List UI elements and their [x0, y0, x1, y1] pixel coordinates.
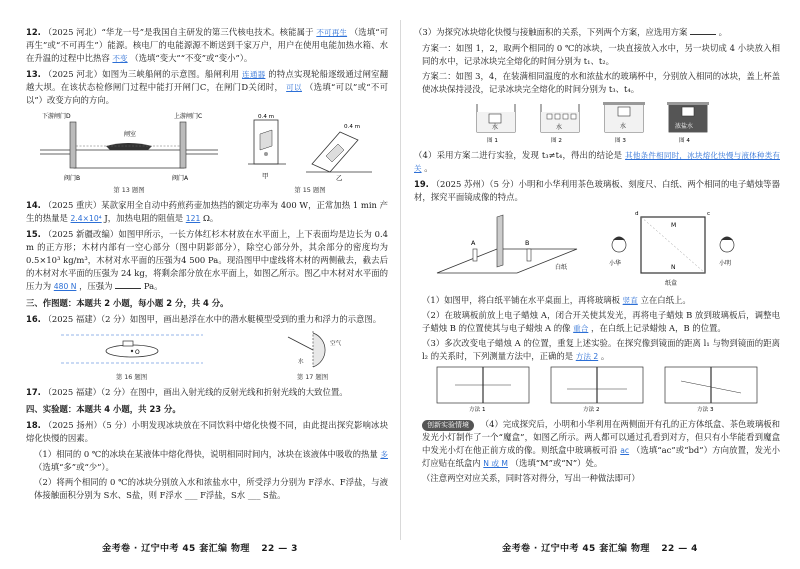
answer: 121	[185, 214, 201, 224]
method-2	[551, 367, 643, 413]
svg-text:小明: 小明	[719, 260, 732, 268]
answer-blank	[690, 26, 716, 35]
svg-text:白纸: 白纸	[555, 264, 568, 272]
plan-two: 方案二：如图 3，4，在装满相同温度的水和浓盐水的玻璃杯中，分别放入相同的冰块，盖上杯盖使冰块保持浸没，记录冰块完全熔化的时间分别为 t₃、t₄。	[422, 71, 780, 95]
svg-text:c: c	[707, 211, 711, 218]
answer: N 或 M	[483, 459, 508, 469]
left-footer: 金考卷 · 辽宁中考 45 套汇编 物理 22 — 3	[102, 544, 298, 555]
svg-text:纸盒: 纸盒	[665, 280, 678, 288]
question-19-3: （3）多次改变电子蜡烛 A 的位置，重复上述实验。在探究像到镜面的距离 l₁ 与物到镜面的距离 l₂ 的关系时，下列测量方法中，正确的是 方法 2 。	[422, 338, 780, 362]
answer-note: （注意两空对应关系，同时答对得分，写出一种做法即可）	[422, 473, 640, 484]
method-1	[437, 367, 529, 413]
question-15: 15. （2025 新疆改编）如图甲所示，一长方体红杉木材放在水平面上，上下表面均是边长为 0.4 m 的正方形；木材内部有一空心部分（图中阴影部分），除空心部分外，其余部分的密度均为 0.5×10³ kg/m³，木材对水平面的压强为4 500 Pa。现沿图甲中虚线将木材的两侧截去，截去后的木材对水平面的压强为 24 kg，将剩余部分放在水平面上，如图乙所示。图乙中木材对水平面的压力为 480 N ，压强为 Pa。	[26, 229, 388, 292]
answer: 2.4×10⁴	[70, 214, 102, 224]
answer: 连通器	[242, 70, 266, 80]
question-19-1: （1）如图甲，将白纸平铺在水平桌面上，再将玻璃板 竖直 立在白纸上。	[422, 295, 691, 306]
question-18-4: （4）采用方案二进行实验，发现 t₃≠t₄，得出的结论是 其他条件相同时，冰块熔化快慢与液体种类有关 。	[414, 150, 780, 174]
label-yi: 乙	[336, 174, 343, 183]
question-19-2: （2）在玻璃板前放上电子蜡烛 A，闭合开关使其发光，再将电子蜡烛 B 放到玻璃板后，调整电子蜡烛 B 的位置使其与电子蜡烛 A 的像 重合 ，在白纸上记录蜡烛 A，B 的位置。	[422, 310, 780, 334]
svg-text:图 3: 图 3	[615, 138, 626, 145]
question-19-4: 创新实验情境 （4）完成探究后，小明和小华利用在两侧面开有孔的正方体纸盒、茶色玻璃板和发光小灯制作了一个“魔盒”，如图乙所示。两人都可以通过孔看到对方，但只有小华能看到魔盒中发光小灯在他正前方成的像。则纸盒中玻璃板可沿 ac （选填“ac”或“bd”）方向放置，发光小灯应贴在纸盒内 N 或 M （选填“M”或“N”）处。	[422, 419, 781, 469]
refraction-diagram	[268, 329, 358, 369]
beaker-3	[603, 102, 645, 144]
center-label: O	[134, 349, 140, 357]
answer-blank	[115, 280, 141, 289]
dim-label-1: 0.4 m	[258, 114, 275, 121]
method-figures	[414, 365, 780, 415]
dim-label-2: 0.4 m	[344, 124, 361, 131]
question-14: 14. （2025 重庆）某款家用全自动中药煎药壶加热挡的额定功率为 400 W，正常加热 1 min 产生的热量是 2.4×10⁴ J，加热电阻的阻值是 121 Ω。	[26, 200, 388, 224]
question-18-1: （1）相同的 0 ℃的冰块在某液体中熔化得快，说明相同时间内，冰块在该液体中吸收的热量 多 （选填“多”或“少”）。	[34, 449, 388, 473]
svg-text:图 4: 图 4	[679, 138, 690, 145]
measurement-methods	[427, 365, 767, 415]
svg-text:水: 水	[556, 124, 563, 132]
plan-one: 方案一：如图 1，2，取两个相同的 0 ℃的冰块，一块直接放入水中，另一块切成 4 小块放入相同的水中，记录冰块完全熔化的时间分别为 t₁、t₂。	[422, 43, 780, 67]
wood-block-diagram	[240, 110, 380, 182]
label-valve-a: 阀门A	[172, 175, 189, 183]
figure-17: 空气 水 第 17 题图	[268, 329, 358, 383]
question-19: 19. （2025 苏州）（5 分）小明和小华利用茶色玻璃板、刻度尺、白纸、两个相同的电子蜡烛等器材，探究平面镜成像的特点。	[414, 179, 780, 203]
answer: 多	[380, 450, 388, 460]
svg-text:A: A	[471, 239, 476, 248]
svg-text:小华: 小华	[609, 260, 622, 268]
figures-16-17	[26, 329, 388, 383]
svg-text:N: N	[671, 264, 676, 272]
answer: 可以	[286, 83, 302, 93]
svg-text:方法 2: 方法 2	[583, 407, 600, 414]
right-footer: 金考卷 · 辽宁中考 45 套汇编 物理 22 — 4	[502, 544, 698, 555]
question-18-3: （3）为探究冰块熔化快慢与接触面积的关系，下列两个方案，应选用方案 。	[414, 27, 728, 37]
svg-text:水: 水	[492, 124, 499, 132]
answer: 其他条件相同时，冰块熔化快慢与液体种类有关	[414, 151, 780, 174]
right-page	[400, 0, 800, 569]
svg-text:水: 水	[620, 123, 627, 131]
figure-16: O 第 16 题图	[57, 329, 207, 383]
innovation-badge: 创新实验情境	[422, 420, 474, 431]
answer: 重合	[573, 324, 589, 334]
section-3-title: 三、作图题：本题共 2 小题，每小题 2 分，共 4 分。	[26, 298, 229, 309]
ship-lock-diagram	[34, 110, 224, 182]
svg-text:图 2: 图 2	[551, 138, 562, 145]
section-4-title: 四、实验题：本题共 4 小题，共 23 分。	[26, 404, 181, 415]
answer: 480 N	[53, 282, 77, 292]
label-gate-d: 下游闸门D	[42, 113, 71, 121]
question-12: 12. （2025 河北）“华龙一号”是我国自主研发的第三代核电技术。核能属于 不可再生 （选填“可再生”或“不可再生”）能源。核电厂的电能源源不断送到千家万户，用户在使用电能加热水箱、水在升温的过程中比热容 不变 （选填“变大”“不变”或“变小”）。	[26, 27, 388, 64]
question-16: 16. （2025 福建）（2 分）如图甲，画出悬浮在水中的潜水艇模型受到的重力和浮力的示意图。	[26, 314, 382, 325]
figure-15: 0.4 m 0.4 m 甲 乙 第 15 题图	[240, 110, 380, 196]
svg-text:方法 1: 方法 1	[469, 407, 486, 414]
mirror-experiment-diagram	[427, 207, 767, 291]
page-number: 22 — 4	[661, 544, 698, 555]
svg-text:M: M	[671, 222, 677, 230]
answer: ac	[620, 446, 630, 456]
question-13: 13. （2025 河北）如图为三峡船闸的示意图。船闸利用 连通器 的特点实现轮船逐级通过闸室翻越大坝。在该状态检修闸门过程中能打开闸门C，在闸门D关闭时， 可以 （选填“可以”或“不可以”）改变方向的方向。	[26, 69, 388, 106]
svg-text:方法 3: 方法 3	[697, 407, 714, 414]
answer: 不可再生	[316, 28, 348, 37]
beaker-figures	[467, 98, 727, 146]
figures-13-15	[26, 110, 388, 196]
svg-text:B: B	[525, 239, 530, 248]
label-water: 水	[297, 359, 304, 366]
svg-text:d: d	[635, 211, 639, 218]
label-air: 空气	[329, 341, 341, 348]
beaker-4	[667, 102, 709, 144]
answer: 方法 2	[575, 352, 599, 362]
question-18-2: （2）将两个相同的 0 ℃的冰块分别放入水和浓盐水中，所受浮力分别为 F浮水、F浮盐，与液体接触面积分别为 S水、S盐，则 F浮水 ___ F浮盐，S水 ___ S盐。	[34, 477, 388, 501]
question-17: 17. （2025 福建）（2 分）在图中，画出入射光线的反射光线和折射光线的大致位置。	[26, 387, 348, 398]
submarine-diagram	[57, 329, 207, 369]
answer: 竖直	[622, 296, 638, 306]
label-gate-c: 上游闸门C	[174, 113, 203, 121]
label-valve-b: 阀门B	[64, 175, 81, 183]
figure-13: 下游闸门D 上游闸门C 闸室 阀门B 阀门A 第 13 题图	[34, 110, 224, 196]
svg-text:图 1: 图 1	[487, 138, 498, 145]
svg-text:浓盐水: 浓盐水	[675, 123, 694, 131]
figure-19	[414, 207, 780, 291]
label-lock-room: 闸室	[124, 131, 137, 139]
page-number: 22 — 3	[261, 544, 298, 555]
figures-1-4	[414, 98, 780, 146]
method-3	[665, 367, 757, 413]
beaker-1	[477, 104, 515, 144]
question-18: 18. （2025 扬州）（5 分）小明发现冰块放在不同饮料中熔化快慢不同，由此提出探究影响冰块熔化快慢的因素。	[26, 420, 388, 444]
label-jia: 甲	[262, 172, 269, 181]
answer: 不变	[112, 54, 128, 64]
beaker-2	[541, 104, 579, 144]
